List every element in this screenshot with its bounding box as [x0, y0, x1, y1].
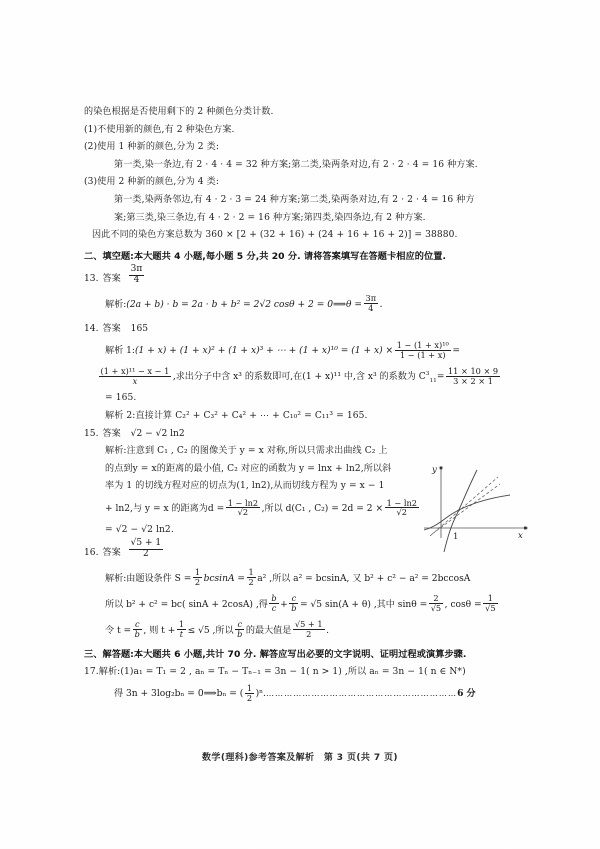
item-15-line-4-fraction-1	[226, 499, 260, 518]
item-14-number: 14.	[84, 323, 99, 334]
item-16-frac2-num: 1	[248, 567, 254, 578]
item-16-frac8-den: t	[179, 629, 184, 639]
item-13-answer-denominator: 4	[133, 274, 140, 285]
item-16-frac10-den: 2	[306, 629, 312, 639]
item-14-sol1-b-frac-den: x	[132, 375, 138, 386]
item-15-number: 15.	[84, 428, 99, 439]
item-16-frac-5	[429, 594, 443, 613]
item-15-line-3: 率为 1 的切线方程对应的切点为(1, ln2),从而切线方程为 y = x − 1	[105, 481, 385, 492]
item-14-sol1-c-sup: 3	[425, 371, 430, 378]
item-16-frac3-den: c	[271, 603, 277, 613]
item-16-frac7-den: b	[134, 629, 140, 639]
item-14-sol1-c-fraction	[446, 367, 500, 386]
item-16-solution-label: 解析:	[105, 573, 127, 584]
item-14-answer-value: 165	[130, 323, 149, 334]
item-16-line-3-a: 令 t =	[105, 625, 132, 636]
case-2-line: (2)使用 1 种新的颜色,分为 2 类:	[84, 142, 220, 153]
item-16-solution-line-3	[84, 618, 520, 644]
item-14-sol1-label: 解析 1:	[105, 346, 135, 357]
section-three-heading: 三、解答题:本大题共 6 小题,共计 70 分. 解答应写出必要的文字说明、证明过程或演算步骤.	[84, 648, 467, 660]
item-16-frac-3	[269, 594, 278, 613]
item-16-frac1-num: 1	[194, 567, 201, 578]
item-16-line-2-plus: +	[280, 599, 288, 610]
item-14-sol1-frac-num: 1 − (1 + x)¹⁰	[396, 339, 449, 350]
item-13-solution-tail: .	[379, 299, 383, 310]
item-13-answer-label: 答案	[102, 273, 121, 284]
item-13-solution-fraction	[364, 294, 379, 313]
item-15-line-4-fraction-2	[385, 499, 419, 518]
item-16-frac2-den: 2	[248, 577, 254, 587]
item-14-sol1-c-frac-den: 3 × 2 × 1	[453, 375, 493, 386]
item-16-line-3-c: ≤ √5 ,所以	[187, 625, 234, 636]
item-15-line-4-b: ,所以 d(C₁ , C₂) = 2d = 2 ×	[261, 503, 384, 514]
item-16-frac-10	[293, 620, 325, 639]
case-2-detail: 第一类,染一条边,有 2 · 4 · 4 = 32 种方案;第二类,染两条对边,有 2 · 2 · 4 = 16 种方案.	[114, 159, 478, 170]
item-16-frac4-num: c	[289, 594, 298, 604]
item-17-line-2-a: 得 3n + 3log₂bₙ = 0⟹bₙ = (	[114, 689, 244, 700]
item-14-sol1-c-eq: =	[436, 372, 445, 383]
case-3-line: (3)使用 2 种新的颜色,分为 4 类:	[84, 177, 220, 188]
item-14-sol1-eq: =	[452, 346, 460, 357]
item-15	[84, 426, 520, 444]
page-footer: 数学(理科)参考答案及解析 第 3 页(共 7 页)	[202, 753, 398, 763]
item-16-line-3-e: .	[326, 625, 329, 636]
item-15-line-2: 的点到y = x的距离的最小值, C₂ 对应的函数为 y = lnx + ln2,所以斜	[105, 463, 392, 474]
item-15-frac1-den: √2	[237, 507, 249, 518]
item-14-solution-1-cont	[84, 364, 520, 390]
item-16-frac5-den: √5	[430, 603, 442, 613]
section-two-heading: 二、填空题:本大题共 4 小题,每小题 5 分,共 20 分. 请将答案填写在答题卡相应的位置.	[84, 250, 446, 262]
case-3-detail-a: 第一类,染两条邻边,有 4 · 2 · 3 = 24 种方案;第二类,染两条对边,有 2 · 2 · 4 = 16 种方	[114, 194, 475, 205]
item-16-line-3-d: 的最大值是	[245, 625, 292, 636]
item-17-leader-dots: ………………………………………………………	[265, 689, 458, 699]
item-13-solution	[84, 292, 520, 318]
item-17-score: 6 分	[457, 688, 476, 700]
item-14-solution-1	[84, 338, 520, 364]
item-15-frac1-num: 1 − ln2	[227, 497, 259, 508]
item-16-frac5-num: 2	[429, 594, 443, 604]
item-16-frac7-num: c	[133, 620, 142, 630]
item-13-solution-frac-num: 3π	[365, 293, 377, 304]
item-16-line-1-c: a² ,所以 a² = bcsinA, 又 b² + c² − a² = 2bccosA	[257, 573, 471, 584]
item-16-frac6-num: 1	[483, 594, 497, 604]
item-16-answer-label: 答案	[102, 547, 121, 558]
item-14-sol1-frac-den: 1 − (1 + x)	[399, 349, 446, 360]
item-16-solution-line-1	[84, 566, 520, 592]
item-14-sol1-b-text: ,求出分子中含 x³ 的系数即可,在(1 + x)¹¹ 中,含 x³ 的系数为 C	[172, 372, 426, 383]
item-17-solution-label: 解析:	[98, 666, 121, 677]
item-16-frac10-num: √5 + 1	[294, 619, 323, 630]
item-14-sol1-fraction	[395, 341, 451, 360]
item-17-line-1: (1)a₁ = T₁ = 2 , aₙ = Tₙ − Tₙ₋₁ = 3n − 1( n > 1) ,所以 aₙ = 3n − 1( n ∈ N*)	[120, 666, 466, 677]
item-13-answer-value	[129, 265, 145, 285]
item-14-sol1-a: (1 + x) + (1 + x)² + (1 + x)³ + ⋯ + (1 + x)¹⁰ = (1 + x) ×	[134, 346, 394, 357]
item-16-answer-numerator: √5 + 1	[130, 538, 162, 548]
coloring-conclusion: 因此不同的染色方案总数为 360 × [2 + (32 + 16) + (24 + 16 + 16 + 2)] = 38880.	[92, 230, 458, 241]
item-16-line-1-a: 由题设条件 S =	[126, 573, 192, 584]
item-16-frac-1	[193, 568, 202, 587]
tangent-line	[432, 484, 500, 534]
item-14-sol1-b-frac-num: (1 + x)¹¹ − x − 1	[100, 365, 170, 376]
item-16-frac-2	[247, 568, 256, 587]
item-16-answer-denominator: 2	[143, 548, 149, 559]
item-14-sol1-b-fraction	[99, 367, 172, 386]
item-16-frac-4	[289, 594, 298, 613]
item-16-frac-7	[133, 620, 142, 639]
case-1-line: (1)不使用新的颜色,有 2 种染色方案.	[84, 124, 235, 135]
item-14-sol1-c-sub: 11	[429, 378, 437, 385]
item-16-line-2-a: 所以 b² + c² = bc( sinA + 2cosA) ,得	[105, 599, 268, 610]
item-16-frac-8	[177, 620, 186, 639]
item-16-frac-9	[235, 620, 244, 639]
item-17-frac-den: 2	[246, 692, 253, 703]
item-16-number: 16.	[84, 547, 99, 558]
item-15-frac2-num: 1 − ln2	[386, 497, 417, 508]
item-13-solution-body: (2a + b) · b = 2a · b + b² = 2√2 cosθ + 2 = 0⟹θ =	[126, 299, 363, 310]
case-3-detail-b: 案;第三类,染三条边,有 4 · 2 · 2 = 16 种方案;第四类,染四条边,有 2 种方案.	[114, 212, 426, 223]
item-16-frac4-den: b	[291, 603, 297, 613]
item-15-solution-line-1	[84, 443, 520, 461]
item-14-sol2-text: 直接计算 C₂² + C₃² + C₄² + ⋯ + C₁₀² = C₁₁³ = 165.	[135, 410, 368, 421]
y-axis-label: y	[432, 465, 437, 475]
item-14-answer-label: 答案	[102, 323, 121, 334]
item-17-number: 17.	[84, 666, 99, 677]
item-16-frac6-den: √5	[485, 603, 496, 613]
item-14-sol1-result: = 165.	[105, 393, 137, 404]
line-y-equals-x	[430, 477, 498, 536]
item-14	[84, 321, 520, 339]
item-14-solution-2	[84, 408, 520, 426]
item-15-answer-label: 答案	[102, 428, 121, 439]
item-13-solution-frac-den: 4	[368, 303, 374, 314]
curve-c1	[444, 470, 477, 552]
x-tick-label-1: 1	[453, 532, 459, 542]
item-13-solution-label: 解析:	[105, 299, 127, 310]
item-16-frac8-num: 1	[178, 619, 185, 630]
x-axis-label: x	[518, 531, 523, 541]
item-15-line-4-a: + ln2,与 y = x 的距离为d =	[105, 503, 225, 514]
item-16-line-1-b: bcsinA =	[203, 573, 246, 584]
item-15-solution-label: 解析:	[105, 446, 127, 457]
item-17-fraction	[245, 684, 254, 703]
item-17-frac-num: 1	[246, 682, 253, 693]
item-16-frac9-num: c	[235, 620, 244, 630]
x-axis-arrow	[524, 527, 527, 530]
item-14-sol1-c-frac-num: 11 × 10 × 9	[447, 365, 499, 376]
item-16-frac-6	[483, 594, 497, 613]
item-15-line-5: = √2 − √2 ln2.	[105, 524, 174, 535]
item-17-solution-line-2	[84, 681, 520, 707]
item-17-line-2-b: )ⁿ.	[255, 689, 266, 700]
item-15-line-1: 注意到 C₁ , C₂ 的图像关于 y = x 对称,所以只需求出曲线 C₂ 上	[126, 446, 388, 457]
item-15-answer-value: √2 − √2 ln2	[130, 428, 185, 439]
item-16-solution-line-2	[84, 592, 520, 618]
item-13-number: 13.	[84, 273, 99, 284]
item-16-line-2-c: , cosθ =	[444, 599, 482, 610]
item-14-sol2-label: 解析 2:	[105, 410, 136, 421]
item-13-answer-numerator: 3π	[130, 264, 143, 275]
item-16-frac1-den: 2	[194, 577, 201, 587]
item-15-frac2-den: √2	[396, 507, 407, 518]
curve-diagram	[424, 464, 536, 556]
y-axis-arrow	[440, 467, 443, 470]
item-16-frac3-num: b	[271, 593, 277, 604]
curve-c2	[424, 495, 510, 530]
item-17-solution-line-1	[84, 664, 520, 682]
continued-lead: 的染色根据是否使用剩下的 2 种颜色分类计数.	[84, 107, 274, 117]
item-16-line-2-b: = √5 sin(A + θ) ,其中 sinθ =	[299, 599, 428, 610]
item-13	[84, 266, 520, 292]
item-16-answer-value	[129, 539, 163, 559]
item-16-line-3-b: , 则 t +	[143, 625, 176, 636]
page-content	[84, 104, 520, 707]
item-16-frac9-den: b	[237, 629, 243, 639]
